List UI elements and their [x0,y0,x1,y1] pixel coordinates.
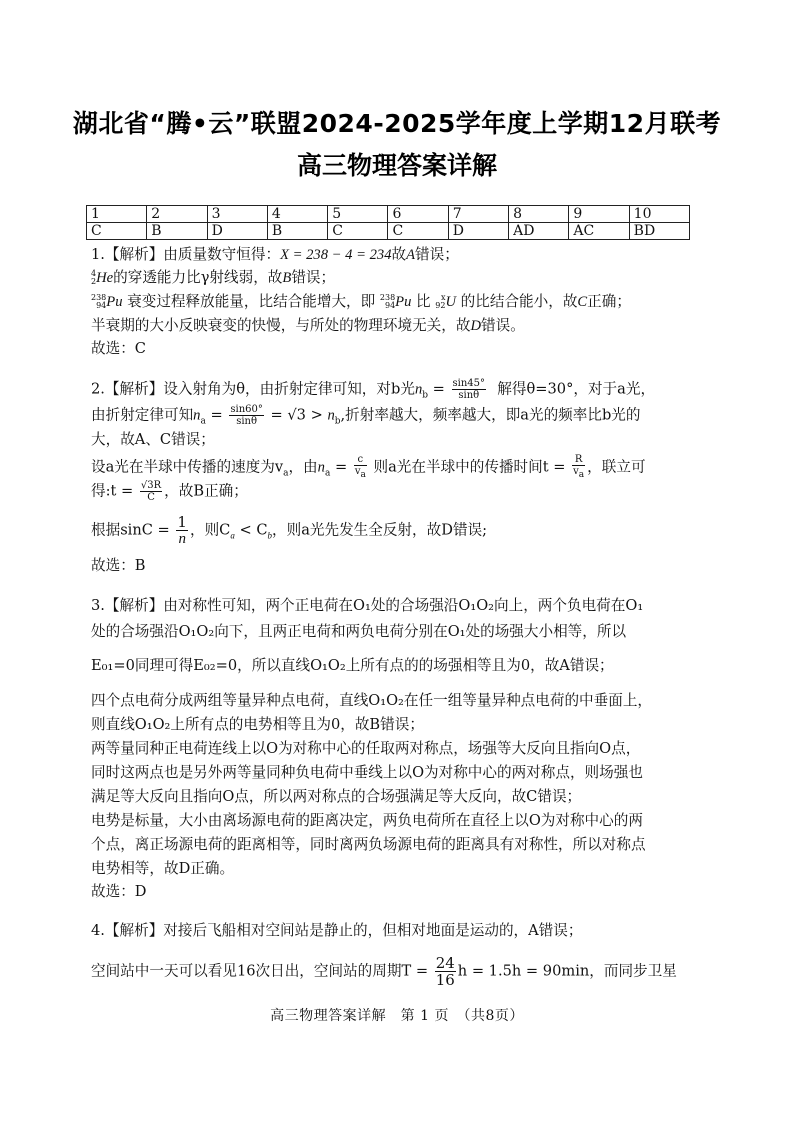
fraction: $\frac{\sin 60^\circ}{\sin\theta}$ [230,404,263,427]
answer-value: AC [569,223,629,240]
answer-value: D [448,223,508,240]
answer-value: B [267,223,327,240]
fraction: $\frac{R}{v_a}$ [573,454,585,480]
question-number: 6 [388,206,448,223]
q3-line-4: 四个点电荷分成两组等量异种点电荷，直线O₁O₂在任一组等量异种点电荷的中垂面上， [91,692,653,709]
answer-value: C [328,223,388,240]
answer-value: C [388,223,448,240]
q3-line-7: 同时这两点也是另外两等量同种负电荷中垂线上以O为对称中心的两对称点，则场强也 [91,764,643,781]
q3-line-11: 电势相等，故D正确。 [91,860,235,877]
q3-line-3: E₀₁=0同理可得E₀₂=0，所以直线O₁O₂上所有点的的场强相等且为0，故A错误； [91,657,614,674]
q3-line-5: 则直线O₁O₂上所有点的电势相等且为0，故B错误； [91,716,424,733]
document-subtitle: 高三物理答案详解 [296,151,497,180]
q2-line-4: 设a光在半球中传播的速度为$v_a$，由$n_a$ = $\frac{c}{v_a}$ 则a光在半球中的传播时间t = $\frac{R}{v_a}$ ，联立可 [91,454,646,480]
q1-line-3: 238 94Pu 衰变过程释放能量，比结合能增大，即 238 94Pu 比 x 92U 的比结合能小，故C正确； [91,293,631,310]
q2-line-6: 根据sinC = $\frac{1}{n}$ ，则$C_a < C_b$，则a光先发生全反射，故D错误; [91,513,488,547]
q1-choice: 故选：C [91,340,146,357]
question-number: 9 [569,206,629,223]
answer-value: D [207,223,267,240]
answer-value: BD [629,223,689,240]
q3-line-9: 电势是标量，大小由离场源电荷的距离决定，两负电荷所在直径上以O为对称中心的两 [91,812,643,829]
question-number: 1 [87,206,147,223]
q2-line-1: 2.【解析】设入射角为θ，由折射定律可知，对b光$n_b$ = $\frac{\sin 45^\circ}{\sin\theta}$ 解得θ=30°，对于a光， [91,378,656,401]
q1-line-1: 1.【解析】由质量数守恒得：X = 238 − 4 = 234故A错误； [91,246,459,263]
fraction: $\frac{√3R}{C}$ [140,480,162,503]
answer-table [86,205,690,240]
q2-choice: 故选：B [91,557,146,574]
question-number: 8 [509,206,569,223]
q4-line-1: 4.【解析】对接后飞船相对空间站是静止的，但相对地面是运动的，A错误； [91,922,583,939]
answer-value: AD [509,223,569,240]
q3-line-1: 3.【解析】由对称性可知，两个正电荷在O₁处的合场强沿O₁O₂向上，两个负电荷在O₁ [91,597,644,614]
question-number: 2 [147,206,207,223]
q2-line-2: 由折射定律可知$n_a$ = $\frac{\sin 60^\circ}{\sin\theta}$ = $√3 > n_b$,折射率越大，频率越大，即a光的频率比b光的 [91,404,641,427]
q1-line-2: 4 2He的穿透能力比γ射线弱，故B错误； [91,269,336,286]
question-number: 4 [267,206,327,223]
q3-choice: 故选：D [91,883,147,900]
q2-line-3: 大，故A、C错误； [91,431,215,448]
answer-value-row [87,223,690,240]
fraction: $\frac{24}{16}$ [435,954,455,989]
q2-line-5: 得:t = $\frac{√3R}{C}$ ，故B正确； [91,480,248,503]
answer-value: B [147,223,207,240]
q3-line-2: 处的合场强沿O₁O₂向下，且两正电荷和两负电荷分别在O₁处的场强大小相等，所以 [91,623,627,640]
fraction: $\frac{c}{v_a}$ [354,454,366,480]
question-number: 7 [448,206,508,223]
question-number: 3 [207,206,267,223]
answer-number-row [87,206,690,223]
q3-line-8: 满足等大反向且指向O点，所以两对称点的合场强满足等大反向，故C错误； [91,788,582,805]
answer-value: C [87,223,147,240]
page-footer: 高三物理答案详解 第 1 页 （共8页） [270,1008,524,1024]
q3-line-10: 个点，离正场源电荷的距离相等，同时离两负场源电荷的距离具有对称性，所以对称点 [91,836,646,853]
question-number: 5 [328,206,388,223]
question-number: 10 [629,206,689,223]
q3-line-6: 两等量同种正电荷连线上以O为对称中心的任取两对称点，场强等大反向且指向O点， [91,740,641,757]
q4-line-2: 空间站中一天可以看见16次日出，空间站的周期T = $\frac{24}{16}$ h = 1.5h = 90min，而同步卫星 [91,954,677,989]
fraction: $\frac{1}{n}$ [177,513,187,547]
q1-line-4: 半衰期的大小反映衰变的快慢，与所处的物理环境无关，故D错误。 [91,317,525,334]
fraction: $\frac{\sin 45^\circ}{\sin\theta}$ [452,378,486,401]
document-title: 湖北省“腾•云”联盟2024-2025学年度上学期12月联考 [72,109,722,138]
